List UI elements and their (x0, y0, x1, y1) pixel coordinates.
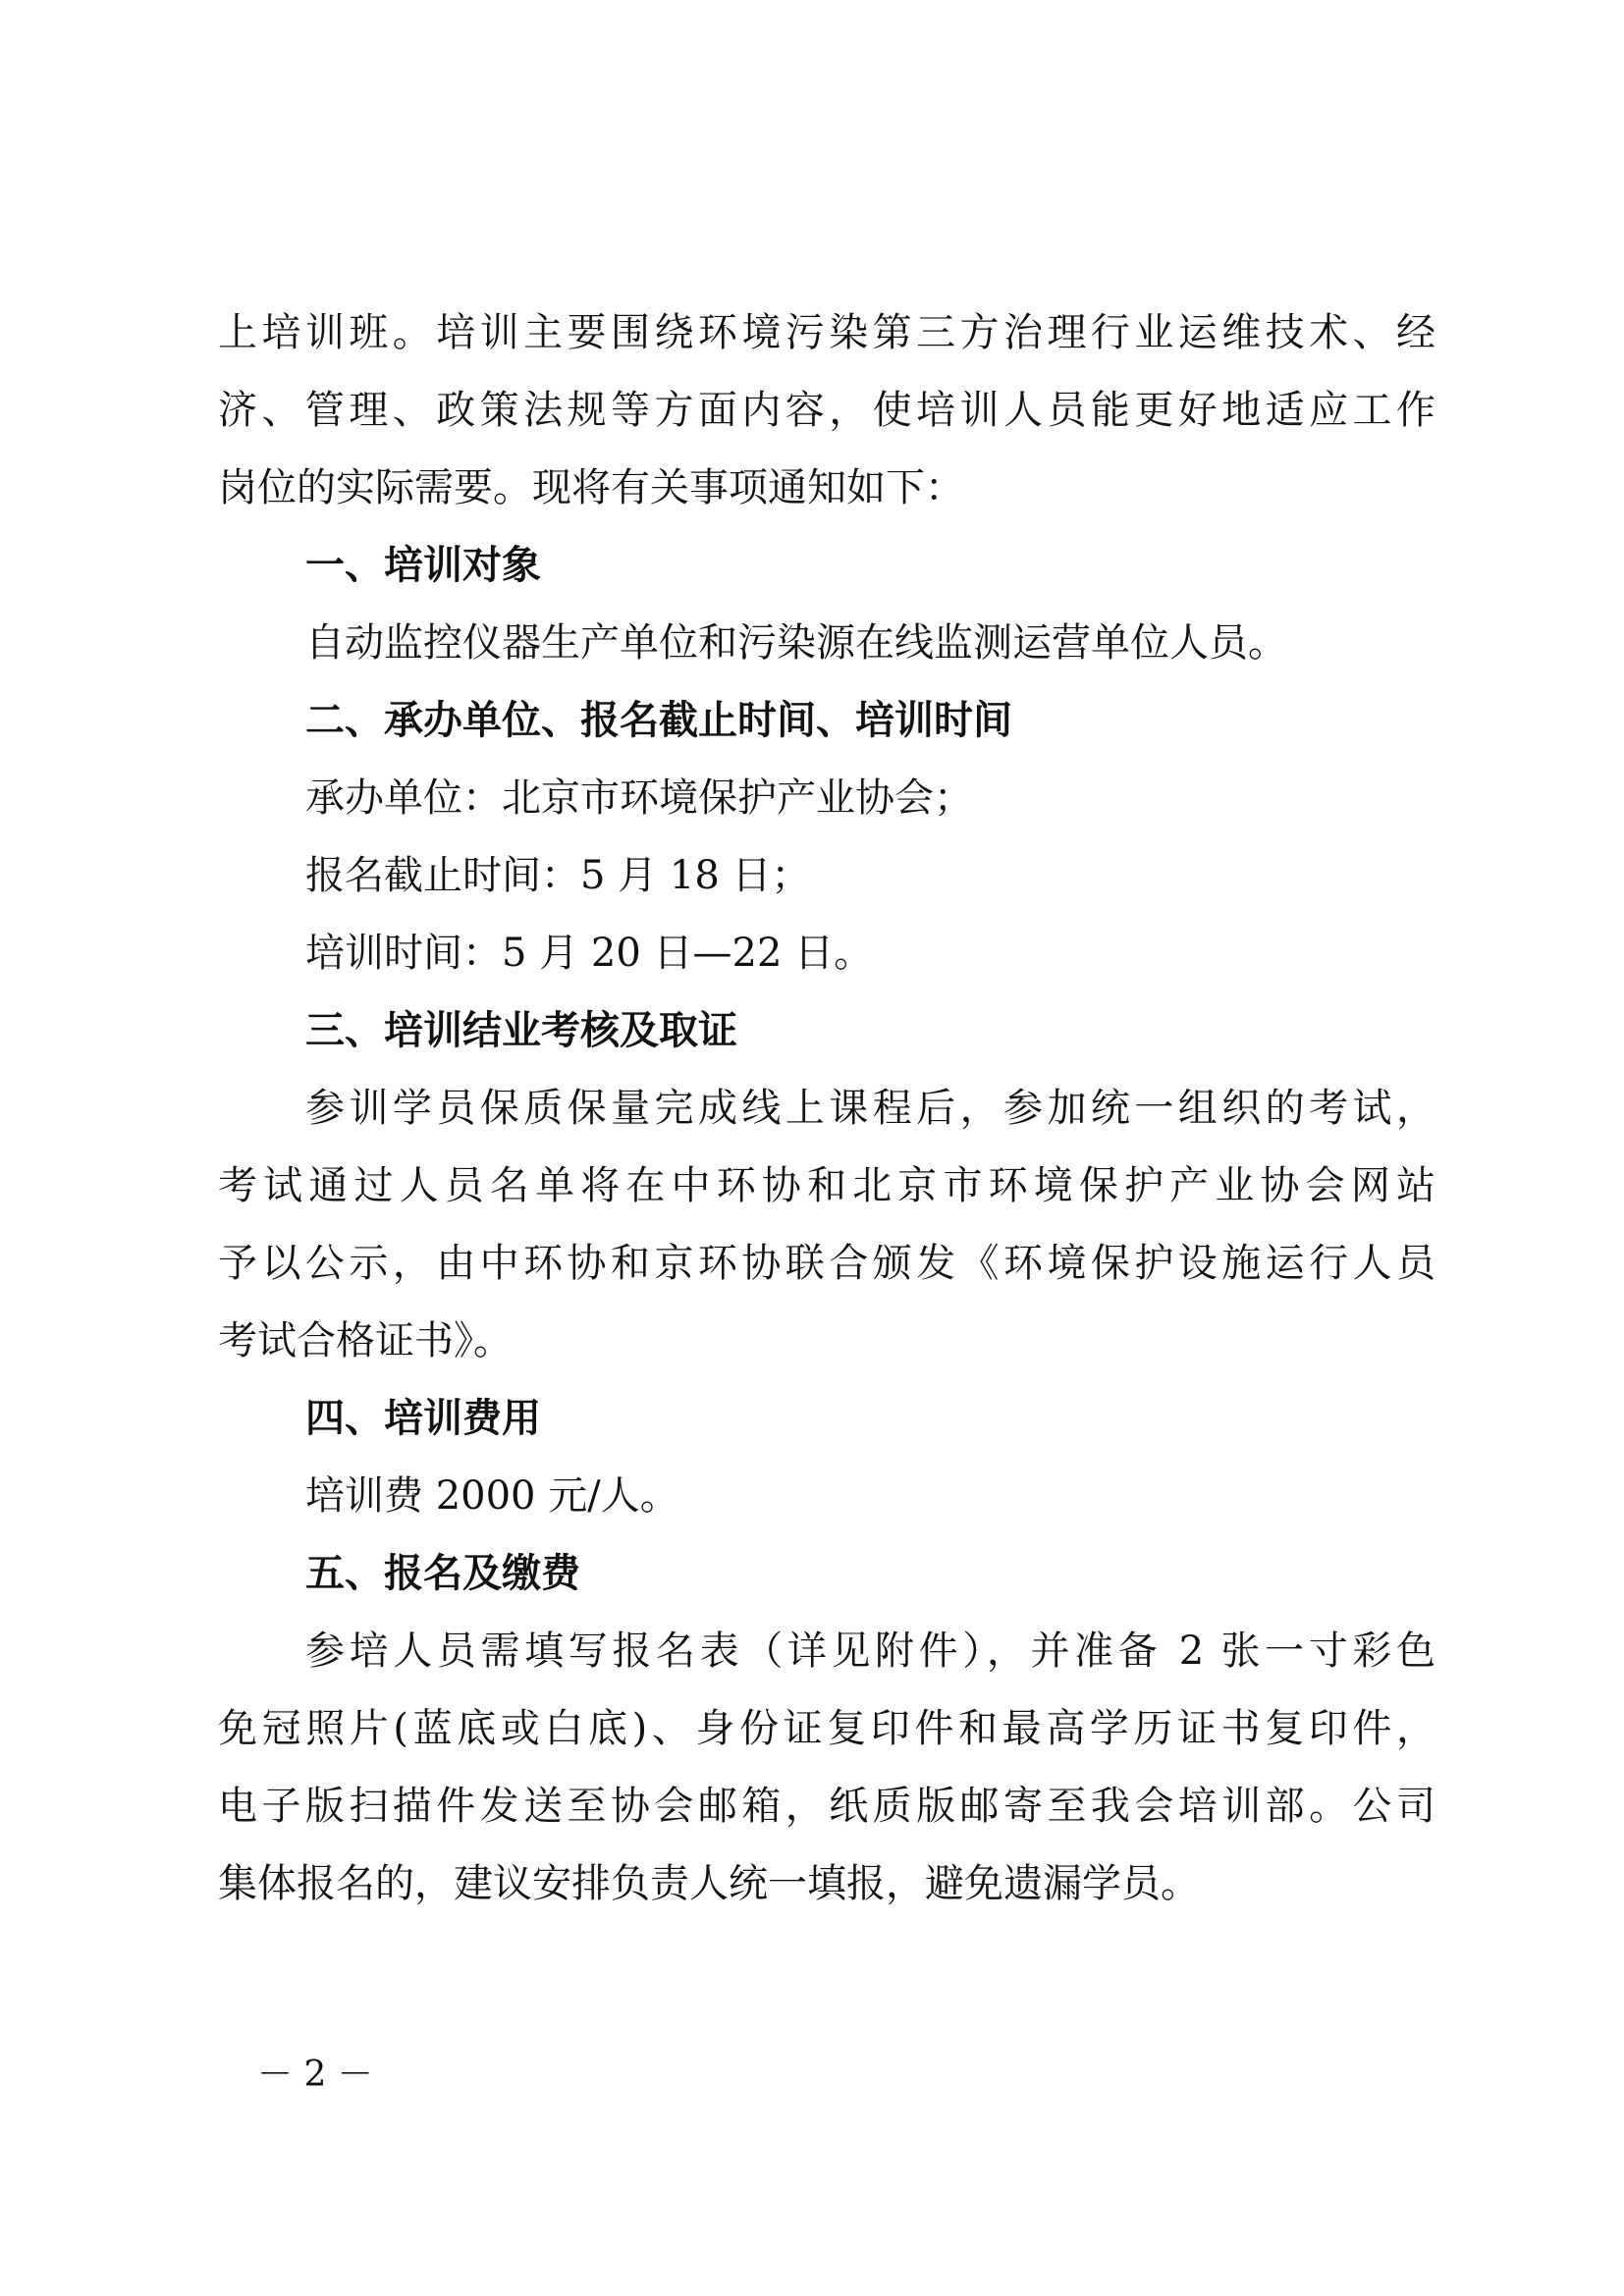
section-5-line-1: 参培人员需填写报名表（详见附件），并准备 2 张一寸彩色 (305, 1629, 1435, 1674)
training-fee-line: 培训费 2000 元/人。 (305, 1473, 679, 1519)
section-5-heading: 五、报名及缴费 (305, 1551, 580, 1596)
intro-line-3: 岗位的实际需要。现将有关事项通知如下： (218, 465, 964, 510)
section-3-heading: 三、培训结业考核及取证 (305, 1008, 737, 1053)
section-1-text: 自动监控仪器生产单位和污染源在线监测运营单位人员。 (305, 620, 1287, 666)
section-2-heading: 二、承办单位、报名截止时间、培训时间 (305, 698, 1012, 743)
training-time-line: 培训时间：5 月 20 日—22 日。 (305, 931, 874, 976)
organizer-line: 承办单位：北京市环境保护产业协会； (305, 775, 973, 821)
section-3-line-4: 考试合格证书》。 (218, 1318, 513, 1363)
section-5-line-3: 电子版扫描件发送至协会邮箱，纸质版邮寄至我会培训部。公司 (218, 1784, 1435, 1829)
page-number: － 2 － (257, 2055, 373, 2095)
section-5-line-2: 免冠照片(蓝底或白底)、身份证复印件和最高学历证书复印件， (218, 1706, 1435, 1751)
document-body (218, 294, 1435, 1923)
section-3-line-3: 予以公示，由中环协和京环协联合颁发《环境保护设施运行人员 (218, 1241, 1435, 1286)
section-3-line-1: 参训学员保质保量完成线上课程后，参加统一组织的考试， (305, 1086, 1435, 1131)
intro-line-2: 济、管理、政策法规等方面内容，使培训人员能更好地适应工作 (218, 388, 1435, 433)
section-5-line-4: 集体报名的，建议安排负责人统一填报，避免遗漏学员。 (218, 1861, 1200, 1906)
intro-line-1: 上培训班。培训主要围绕环境污染第三方治理行业运维技术、经 (218, 310, 1435, 355)
section-3-line-2: 考试通过人员名单将在中环协和北京市环境保护产业协会网站 (218, 1163, 1435, 1208)
section-1-heading: 一、培训对象 (305, 543, 541, 588)
deadline-line: 报名截止时间：5 月 18 日； (305, 853, 811, 898)
section-4-heading: 四、培训费用 (305, 1396, 541, 1441)
